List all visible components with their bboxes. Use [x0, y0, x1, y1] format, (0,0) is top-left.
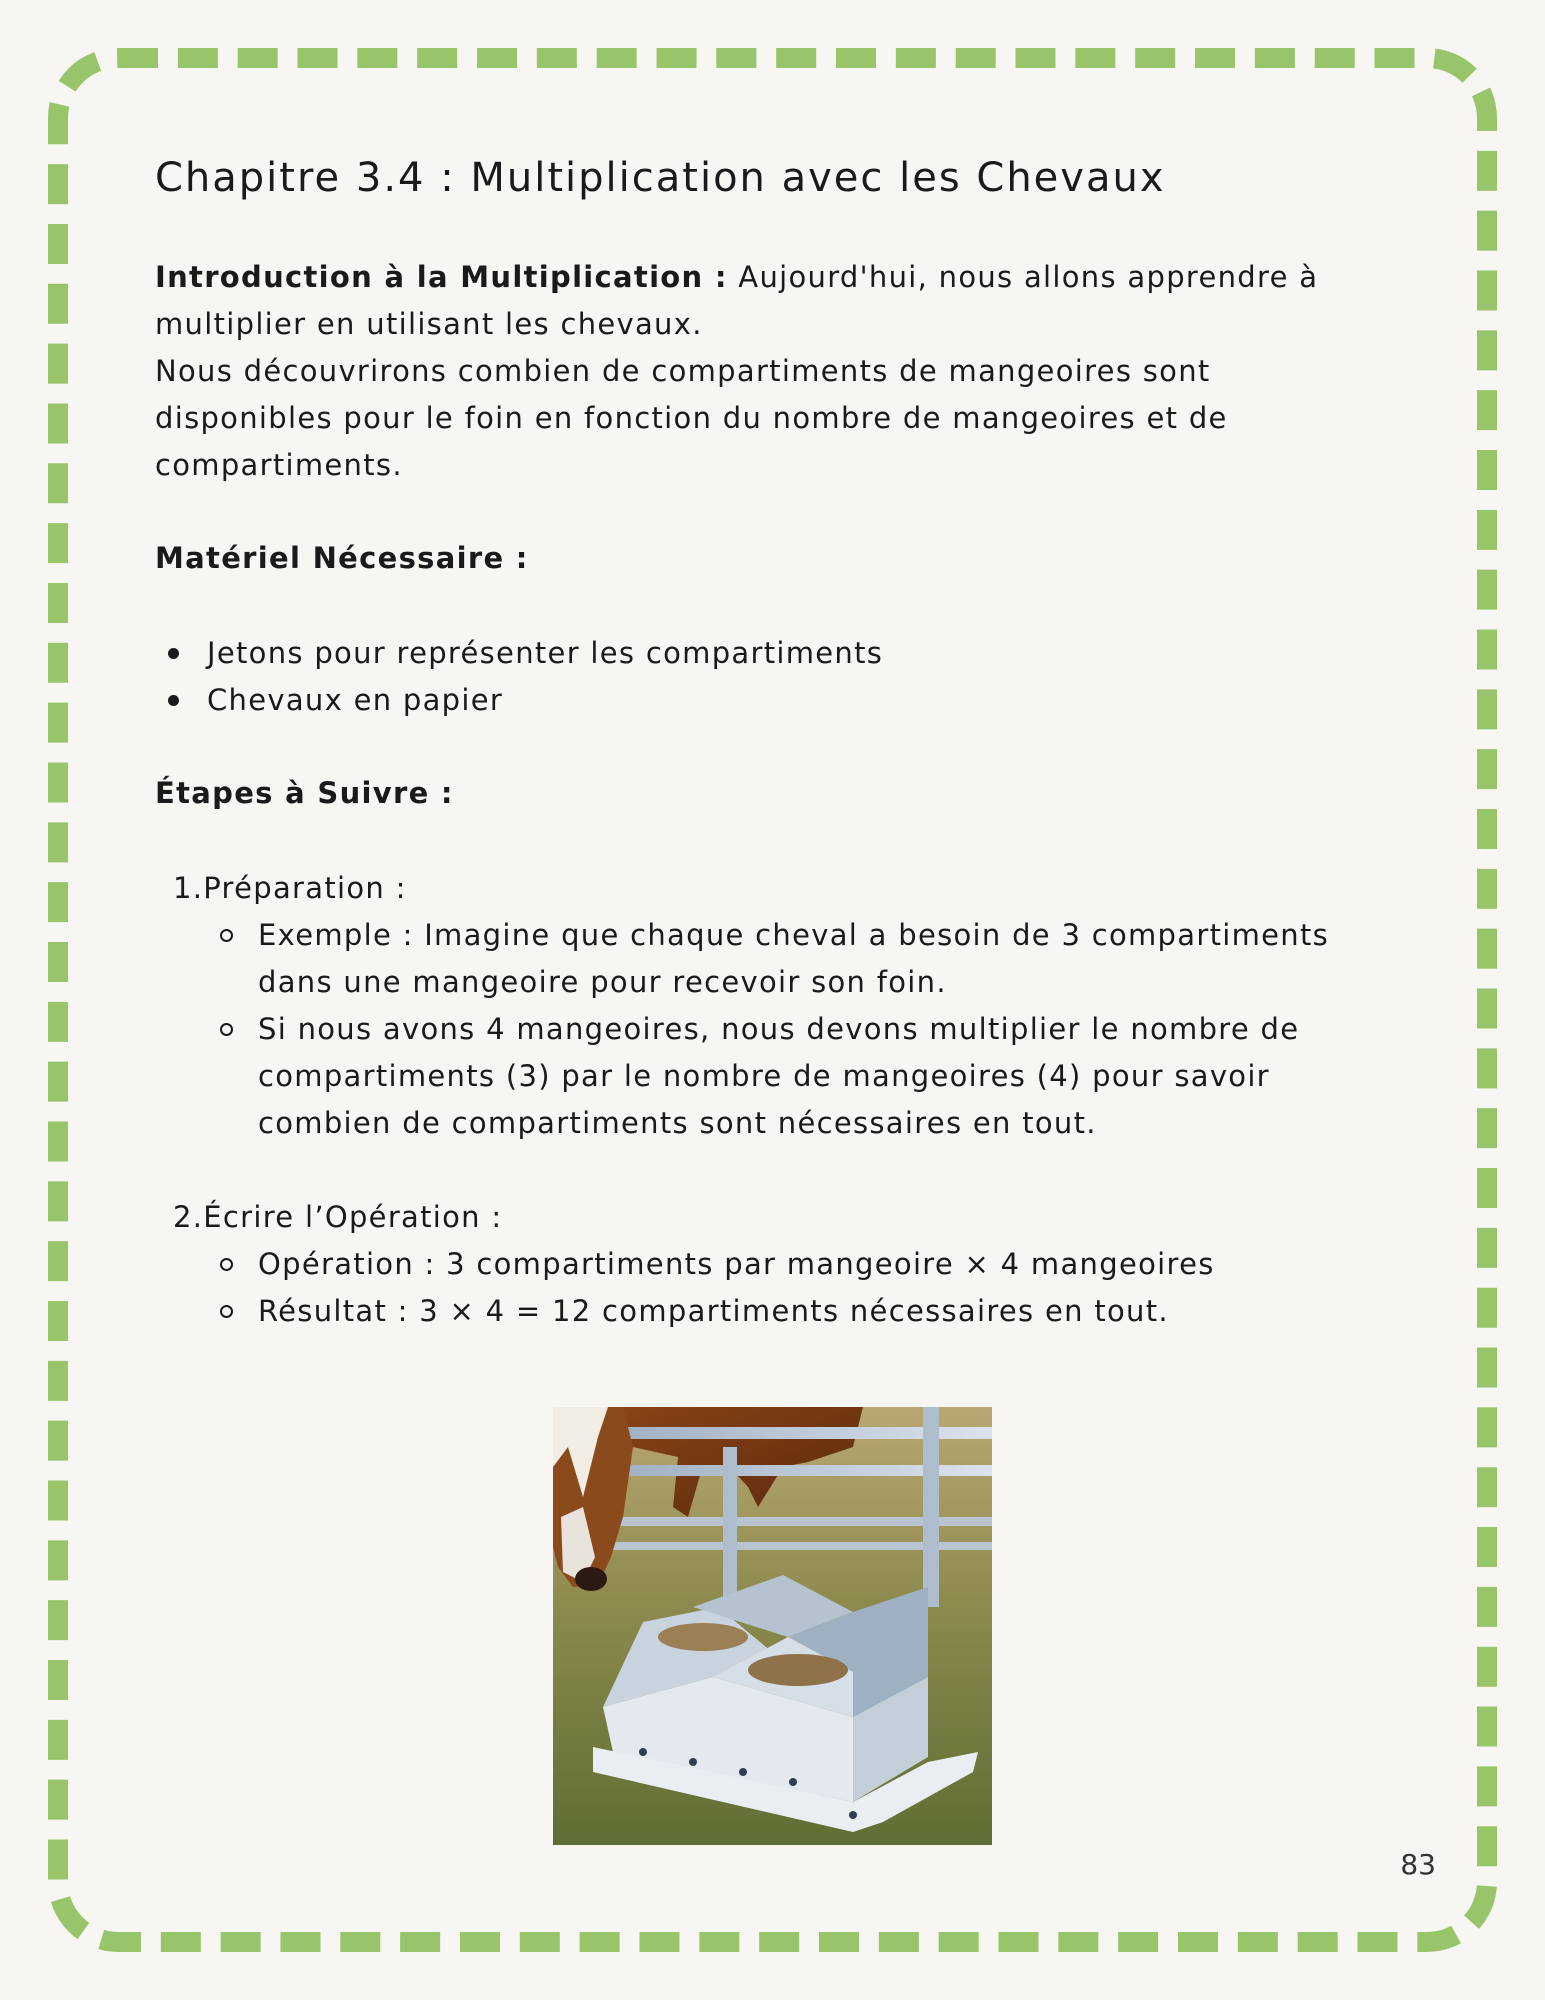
list-item: Exemple : Imagine que chaque cheval a besoin de 3 compartiments dans une mangeoire pour recevoir son foin.	[258, 912, 1395, 1006]
step-title: 1.Préparation :	[173, 871, 407, 905]
intro-label: Introduction à la Multiplication :	[155, 260, 728, 294]
intro-text-2: Nous découvrirons combien de compartiments de mangeoires sont disponibles pour le foin en fonction du nombre de mangeoires et de compartiments.	[155, 354, 1228, 482]
step-item	[155, 865, 1395, 1147]
steps-list	[155, 865, 1395, 1335]
page-number: 83	[1400, 1848, 1436, 1881]
step-points	[155, 912, 1395, 1147]
intro-paragraph	[155, 254, 1395, 489]
page-content	[155, 150, 1395, 1382]
steps-heading: Étapes à Suivre :	[155, 776, 454, 810]
list-item: Opération : 3 compartiments par mangeoire × 4 mangeoires	[258, 1241, 1395, 1288]
list-item: Si nous avons 4 mangeoires, nous devons multiplier le nombre de compartiments (3) par le nombre de mangeoires (4) pour savoir combien de compartiments sont nécessaires en tout.	[258, 1006, 1395, 1147]
list-item: Jetons pour représenter les compartiments	[155, 630, 1395, 677]
step-points	[155, 1241, 1395, 1335]
step-item	[155, 1194, 1395, 1335]
chapter-title: Chapitre 3.4 : Multiplication avec les Chevaux	[155, 155, 1166, 201]
materials-list	[155, 630, 1395, 724]
intro-text-1: Aujourd'hui, nous allons apprendre à multiplier en utilisant les chevaux.	[155, 260, 1319, 341]
horse-feeder-photo	[553, 1407, 992, 1845]
materials-heading: Matériel Nécessaire :	[155, 541, 529, 575]
list-item: Résultat : 3 × 4 = 12 compartiments nécessaires en tout.	[258, 1288, 1395, 1335]
list-item: Chevaux en papier	[155, 677, 1395, 724]
step-title: 2.Écrire l’Opération :	[173, 1200, 503, 1234]
